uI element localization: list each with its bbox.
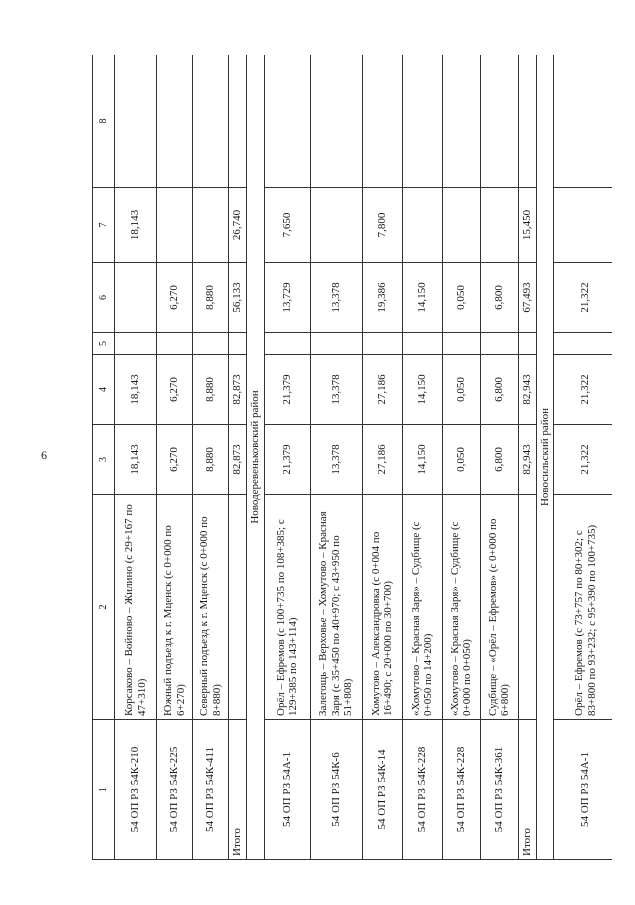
cell-c5	[115, 333, 157, 355]
cell-c6: 19,386	[362, 263, 402, 333]
total-c4: 82,943	[518, 355, 536, 425]
cell-c4: 14,150	[402, 355, 442, 425]
road-code: 54 ОП РЗ 54К-228	[402, 720, 442, 860]
total-c6: 67,493	[518, 263, 536, 333]
total-c8	[518, 55, 536, 188]
total-c7: 15,450	[518, 188, 536, 263]
column-header: 1	[93, 720, 115, 860]
cell-c6: 14,150	[402, 263, 442, 333]
table-row	[115, 55, 157, 860]
total-c3: 82,873	[229, 425, 247, 495]
cell-c4: 27,186	[362, 355, 402, 425]
table-row	[310, 55, 362, 860]
table-row	[554, 55, 612, 860]
cell-c6: 13,729	[264, 263, 310, 333]
cell-c5	[554, 333, 612, 355]
cell-c5	[480, 333, 518, 355]
road-name: «Хомутово – Красная Заря» – Судбище (с 0+050 по 14+200)	[402, 495, 442, 720]
cell-c8	[402, 55, 442, 188]
cell-c4: 13,378	[310, 355, 362, 425]
road-name: Судбище – «Орёл – Ефремов» (с 0+000 по 6+800)	[480, 495, 518, 720]
cell-c7: 18,143	[115, 188, 157, 263]
cell-c8	[480, 55, 518, 188]
road-code: 54 ОП РЗ 54К-225	[157, 720, 193, 860]
table-row	[442, 55, 480, 860]
cell-c5	[362, 333, 402, 355]
road-name: Южный подъезд к г. Мценск (с 0+000 по 6+270)	[157, 495, 193, 720]
road-name: Северный подъезд к г. Мценск (с 0+000 по 8+880)	[193, 495, 229, 720]
cell-c8	[264, 55, 310, 188]
road-name: Хомутово – Александровка (с 0+004 по 16+490; с 20+000 по 30+700)	[362, 495, 402, 720]
cell-c6	[115, 263, 157, 333]
cell-c7	[480, 188, 518, 263]
column-header: 6	[93, 263, 115, 333]
table-frame	[92, 55, 612, 860]
cell-c7: 7,800	[362, 188, 402, 263]
total-name-cell	[518, 495, 536, 720]
cell-c8	[442, 55, 480, 188]
cell-c8	[157, 55, 193, 188]
cell-c3: 6,800	[480, 425, 518, 495]
cell-c8	[362, 55, 402, 188]
column-header: 7	[93, 188, 115, 263]
cell-c3: 14,150	[402, 425, 442, 495]
road-code: 54 ОП РЗ 54К-411	[193, 720, 229, 860]
cell-c6: 6,270	[157, 263, 193, 333]
cell-c4: 21,322	[554, 355, 612, 425]
column-header: 5	[93, 333, 115, 355]
cell-c5	[402, 333, 442, 355]
road-code: 54 ОП РЗ 54К-14	[362, 720, 402, 860]
table-row	[362, 55, 402, 860]
road-code: 54 ОП РЗ 54А-1	[264, 720, 310, 860]
column-header: 2	[93, 495, 115, 720]
cell-c6: 21,322	[554, 263, 612, 333]
total-c4: 82,873	[229, 355, 247, 425]
cell-c5	[157, 333, 193, 355]
cell-c8	[310, 55, 362, 188]
table-row	[264, 55, 310, 860]
road-name: «Хомутово – Красная Заря» – Судбище (с 0+000 по 0+050)	[442, 495, 480, 720]
road-code: 54 ОП РЗ 54К-361	[480, 720, 518, 860]
total-c6: 56,133	[229, 263, 247, 333]
cell-c7	[554, 188, 612, 263]
table-row	[402, 55, 442, 860]
table-row	[193, 55, 229, 860]
cell-c3: 27,186	[362, 425, 402, 495]
cell-c3: 21,379	[264, 425, 310, 495]
road-code: 54 ОП РЗ 54К-228	[442, 720, 480, 860]
cell-c7	[442, 188, 480, 263]
total-name-cell	[229, 495, 247, 720]
road-inventory-table	[92, 55, 612, 860]
cell-c4: 21,379	[264, 355, 310, 425]
district-row	[536, 55, 554, 860]
cell-c6: 13,378	[310, 263, 362, 333]
district-name: Новодеревеньковский район	[247, 55, 265, 860]
district-name: Новосильский район	[536, 55, 554, 860]
cell-c7	[310, 188, 362, 263]
road-name: Залегощь – Верховье – Хомутово – Красная Заря (с 35+450 по 40+970; с 43+950 по 51+808)	[310, 495, 362, 720]
road-name: Орёл – Ефремов (с 100+735 по 108+385; с 129+385 по 143+114)	[264, 495, 310, 720]
total-label: Итого	[518, 720, 536, 860]
road-code: 54 ОП РЗ 54А-1	[554, 720, 612, 860]
total-c5	[518, 333, 536, 355]
district-row	[247, 55, 265, 860]
table-row	[480, 55, 518, 860]
cell-c3: 21,322	[554, 425, 612, 495]
road-name: Корсаково – Войново – Жилино (с 29+167 по 47+310)	[115, 495, 157, 720]
cell-c6: 8,880	[193, 263, 229, 333]
column-header: 4	[93, 355, 115, 425]
total-c8	[229, 55, 247, 188]
cell-c6: 0,050	[442, 263, 480, 333]
cell-c3: 6,270	[157, 425, 193, 495]
total-c7: 26,740	[229, 188, 247, 263]
cell-c7: 7,650	[264, 188, 310, 263]
column-header: 3	[93, 425, 115, 495]
cell-c4: 6,270	[157, 355, 193, 425]
cell-c4: 0,050	[442, 355, 480, 425]
cell-c8	[554, 55, 612, 188]
cell-c4: 8,880	[193, 355, 229, 425]
total-c3: 82,943	[518, 425, 536, 495]
cell-c8	[115, 55, 157, 188]
cell-c3: 18,143	[115, 425, 157, 495]
rotated-table-container	[92, 55, 612, 860]
road-code: 54 ОП РЗ 54К-210	[115, 720, 157, 860]
cell-c7	[193, 188, 229, 263]
cell-c5	[310, 333, 362, 355]
total-label: Итого	[229, 720, 247, 860]
cell-c6: 6,800	[480, 263, 518, 333]
total-row	[518, 55, 536, 860]
cell-c3: 13,378	[310, 425, 362, 495]
page-number: 6	[41, 448, 47, 462]
cell-c4: 6,800	[480, 355, 518, 425]
cell-c5	[193, 333, 229, 355]
total-row	[229, 55, 247, 860]
column-header: 8	[93, 55, 115, 188]
road-code: 54 ОП РЗ 54К-6	[310, 720, 362, 860]
cell-c3: 0,050	[442, 425, 480, 495]
cell-c4: 18,143	[115, 355, 157, 425]
cell-c7	[157, 188, 193, 263]
road-name: Орёл – Ефремов (с 73+757 по 80+302; с 83+800 по 93+232; с 95+390 по 100+735)	[554, 495, 612, 720]
cell-c8	[193, 55, 229, 188]
cell-c5	[264, 333, 310, 355]
cell-c7	[402, 188, 442, 263]
table-row	[157, 55, 193, 860]
cell-c3: 8,880	[193, 425, 229, 495]
total-c5	[229, 333, 247, 355]
cell-c5	[442, 333, 480, 355]
header-row	[93, 55, 115, 860]
